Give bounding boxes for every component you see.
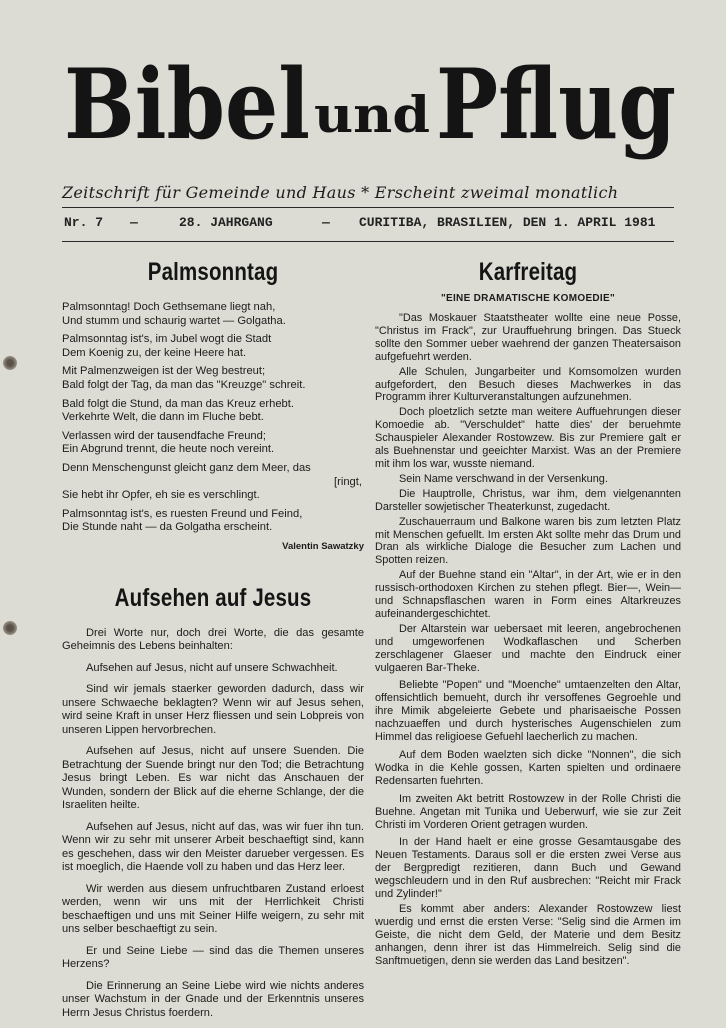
- paragraph: Er und Seine Liebe — sind das die Themen unseres Herzens?: [62, 944, 364, 970]
- masthead-pflug: Pflug: [436, 48, 676, 161]
- paragraph: Sind wir jemals staerker geworden dadurch, dass wir unsere Schwaeche beklagten? Wenn wir auf Jesus sehen, wird seine Kraft in unser Herz fliessen und sein Lobpreis von unseren Lippen hervorbrechen.: [62, 683, 364, 736]
- paragraph: "Das Moskauer Staatstheater wollte eine neue Posse, "Christus im Frack", zur Urauffuehrung bringen. Das Stueck sollte den Sommer ueber waehrend der ganzen Theatersaison aufgefuehrt werden.: [375, 312, 681, 363]
- left-column: [62, 250, 364, 1028]
- poem-author: Valentin Sawatzky: [282, 540, 364, 552]
- poem-line: Palmsonntag ist's, im Jubel wogt die Stadt: [62, 333, 272, 346]
- poem-line: Palmsonntag! Doch Gethsemane liegt nah,: [62, 301, 276, 313]
- poem-line: Ein Abgrund trennt, die heute noch vereint.: [62, 443, 275, 456]
- paragraph: Aufsehen auf Jesus, nicht auf das, was wir fuer ihn tun. Wenn wir zu sehr mit unserer Arbeit beschaeftigt sind, kann es geschehen, dass wir den Meister darueber vergessen. Es ist moeglich, die Haende voll zu haben und das Herz leer.: [62, 820, 364, 873]
- paragraph: Sein Name verschwand in der Versenkung.: [399, 472, 608, 485]
- paragraph: Drei Worte nur, doch drei Worte, die das gesamte Geheimnis des Lebens beinhalten:: [62, 626, 364, 652]
- poem-stanza: [62, 462, 364, 503]
- paragraph: Zuschauerraum und Balkone waren bis zum letzten Platz mit Menschen gefuellt. Im ersten Akt sollte mehr das Drum und Dran als wirkliche Dialoge die Besucher zum Lachen und Spotten reizen.: [375, 515, 681, 567]
- aufsehen-section: [62, 584, 364, 1021]
- right-column: [375, 250, 681, 970]
- issue-line: [64, 215, 676, 233]
- masthead: [60, 46, 680, 166]
- paragraph: Wir werden aus diesem unfruchtbaren Zustand erloest werden, wenn wir uns mit der Herrlichkeit Christi beschaeftigen und uns mit Seiner Hilfe weigern, zu sehr mit uns selber beschaeftigt zu sein.: [62, 882, 364, 935]
- poem-stanza: [62, 301, 364, 328]
- poem-stanza: [62, 508, 364, 535]
- issue-place-date: CURITIBA, BRASILIEN, DEN 1. APRIL 1981: [359, 215, 656, 230]
- aufsehen-heading: Aufsehen auf Jesus: [114, 583, 312, 612]
- issue-number: Nr. 7: [64, 215, 104, 230]
- poem-line: Verlassen wird der tausendfache Freund;: [62, 429, 266, 442]
- poem-line: Verkehrte Welt, die dann im Fluche bebt.: [62, 411, 264, 424]
- paragraph: Die Hauptrolle, Christus, war ihm, dem vielgenannten Darsteller sowjetischer Theaterkunst, zugedacht.: [375, 487, 681, 513]
- masthead-bibel: Bibel: [64, 48, 310, 161]
- paragraph: Im zweiten Akt betritt Rostowzew in der Rolle Christi die Buehne. Angetan mit Tunika und Ueberwurf, wie sie zur Zeit Christi im Vorderen Orient getragen wurden.: [375, 792, 681, 831]
- paragraph: Alle Schulen, Jungarbeiter und Komsomolzen wurden aufgefordert, den Besuch dieses Machwerkes in das Programm ihrer Kulturveranstaltungen aufzunehmen.: [375, 365, 681, 404]
- karfreitag-kicker: "EINE DRAMATISCHE KOMOEDIE": [440, 293, 616, 304]
- paragraph: Aufsehen auf Jesus, nicht auf unsere Schwachheit.: [86, 661, 338, 674]
- masthead-und: und: [314, 85, 430, 144]
- aufsehen-body: [62, 627, 364, 1021]
- poem-line-continuation: [ringt,: [334, 475, 362, 488]
- poem-line: Bald folgt der Tag, da man das "Kreuzge" schreit.: [62, 378, 306, 391]
- paragraph: Auf der Buehne stand ein "Altar", in der Art, wie er in den russisch-orthodoxen Kirchen zu stehen pflegt. Bier—, Wein— und Schnapsflaschen waren in Form eines Altarkreuzes aufeinandergeschichtet.: [375, 569, 681, 620]
- issue-dash: —: [322, 215, 330, 230]
- paragraph: Es kommt aber anders: Alexander Rostowzew liest wuerdig und ernst die ersten Verse: "Selig sind die Armen im Geiste, die nicht dem Geld, der Materie und dem Besitz anhangen, denn ihrer ist das Himmelreich. Selig sind die Sanftmuetigen, denn sie werden das Land besitzen".: [375, 902, 681, 967]
- poem-stanza: [62, 333, 364, 360]
- paragraph: Doch ploetzlich setzte man weitere Auffuehrungen dieser Komoedie ab. "Verschuldet" hatte dies' der beruehmte Schauspieler Alexander Rostowzew. Bis zur Premiere galt er als Buehnenstar und geeichter Marxist. Was an der Premiere mit ihm los war, wusste niemand.: [375, 406, 681, 470]
- issue-year: 28. JAHRGANG: [179, 215, 273, 230]
- poem-line: Denn Menschengunst gleicht ganz dem Meer, das: [62, 461, 311, 474]
- poem-line: Palmsonntag ist's, es ruesten Freund und Feind,: [62, 507, 303, 520]
- palmsonntag-heading: Palmsonntag: [147, 258, 279, 286]
- paragraph: Aufsehen auf Jesus, nicht auf unsere Suenden. Die Betrachtung der Suende bringt nur den Tod; die Betrachtung Jesus bringt Leben. Es war nicht das Anschauen der Wunden, sondern der Blick auf die eherne Schlange, der die Israeliten heilte.: [62, 745, 364, 811]
- karfreitag-heading: Karfreitag: [478, 258, 578, 286]
- poem-stanza: [62, 430, 364, 457]
- poem-line: Bald folgt die Stund, da man das Kreuz erhebt.: [62, 397, 294, 410]
- paragraph: Der Altarstein war uebersaet mit leeren, angebrochenen und umgeworfenen Wodkaflaschen und Scherben zerschlagener Glaeser und machte den Eindruck einer vulgaeren Bar-Theke.: [375, 622, 681, 674]
- palmsonntag-poem: [62, 301, 364, 554]
- rule-bottom: [62, 241, 674, 242]
- poem-stanza: [62, 398, 364, 425]
- masthead-logo: [60, 46, 680, 166]
- poem-line: Mit Palmenzweigen ist der Weg bestreut;: [62, 365, 266, 378]
- poem-line: Dem Koenig zu, der keine Heere hat.: [62, 346, 247, 359]
- masthead-subtitle: Zeitschrift für Gemeinde und Haus * Erscheint zweimal monatlich: [62, 183, 619, 202]
- paragraph: In der Hand haelt er eine grosse Gesamtausgabe des Neuen Testaments. Daraus soll er die ersten zwei Verse aus der Bergpredigt rezitieren, dann Buch und Gewand wegschleudern und in den Ruf ausbrechen: "Reicht mir Frack und Zylinder!": [375, 836, 681, 901]
- punch-hole: [3, 356, 17, 370]
- paragraph: Auf dem Boden waelzten sich dicke "Nonnen", die sich Wodka in die Kehle gossen, Karten spielten und ordinaere Redensarten fuehrten.: [375, 749, 681, 787]
- poem-stanza: [62, 365, 364, 392]
- karfreitag-body: [375, 312, 681, 968]
- poem-line: Sie hebt ihr Opfer, eh sie es verschlingt.: [62, 489, 260, 502]
- poem-line: Und stumm und schaurig wartet — Golgatha.: [62, 314, 286, 327]
- paragraph: Beliebte "Popen" und "Moenche" umtaenzelten den Altar, offensichtlich bemueht, durch ihr versoffenes Gegroehle und ihre Mimik abgeleierte Gebete und pharisaeische Possen nachzuaeffen und durch hysterisches Augenschielen zum Himmel das religioese Gefuehl laecherlich zu machen.: [375, 679, 681, 744]
- poem-line: Die Stunde naht — da Golgatha erscheint.: [62, 521, 273, 534]
- issue-dash: —: [130, 215, 138, 230]
- paragraph: Die Erinnerung an Seine Liebe wird wie nichts anderes unser Wachstum in der Gnade und der Erkenntnis unseres Herrn Jesus Christus foerdern.: [62, 979, 364, 1019]
- punch-hole: [3, 621, 17, 635]
- rule-top: [62, 207, 674, 208]
